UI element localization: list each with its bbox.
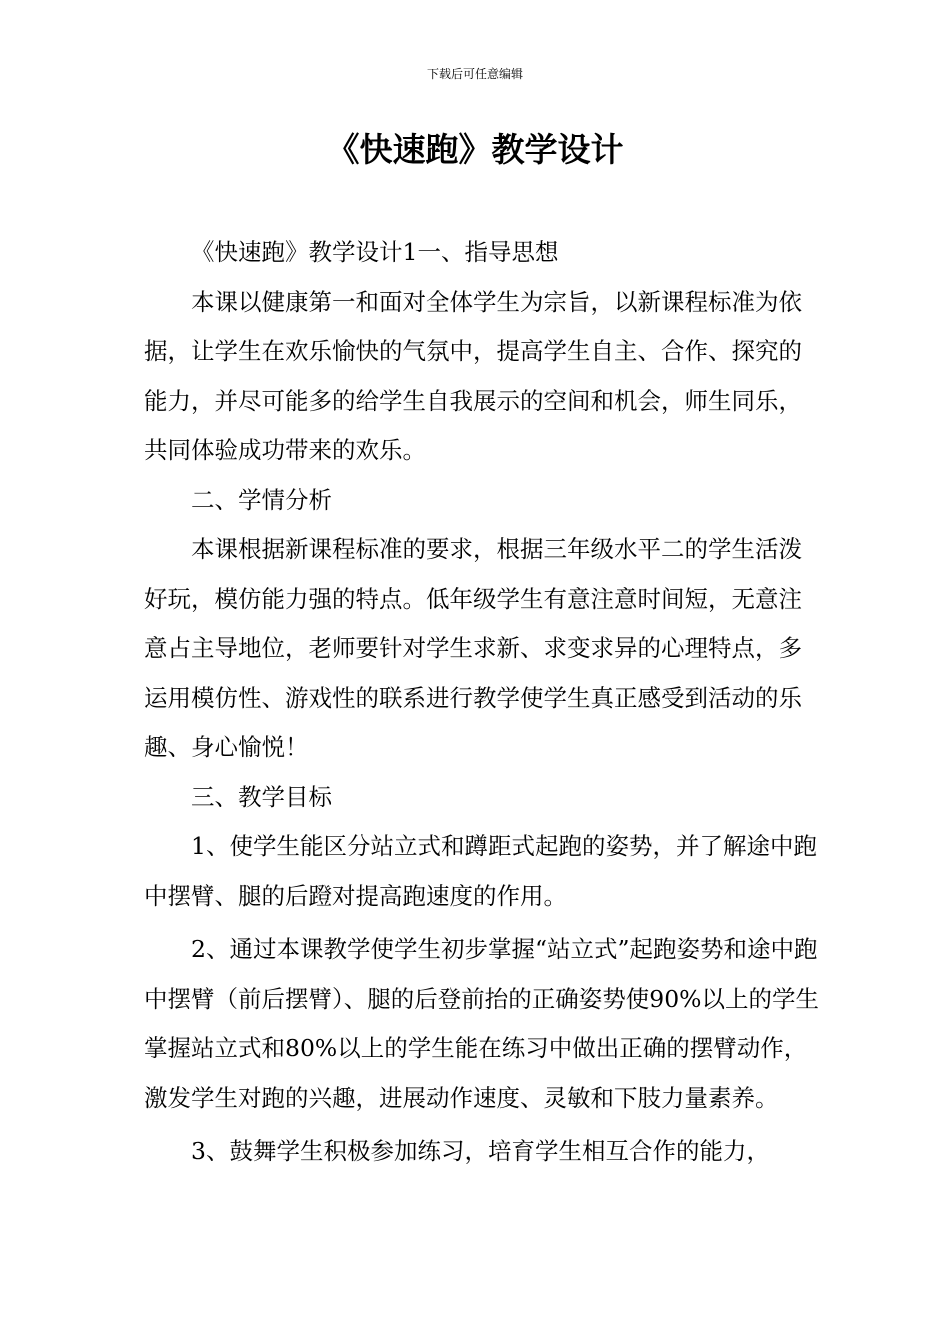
- document-title: 《快速跑》教学设计: [326, 130, 624, 169]
- paragraph-analysis-heading: 二、学情分析: [191, 485, 332, 514]
- paragraph-goal-3: 3、鼓舞学生积极参加练习，培育学生相互合作的能力，: [191, 1137, 770, 1165]
- paragraph-goals-heading: 三、教学目标: [191, 782, 332, 811]
- paragraph-guiding-thought: 本课以健康第一和面对全体学生为宗旨，以新课程标准为依据，让学生在欢乐愉快的气氛中，提高学生自主、合作、探究的能力，并尽可能多的给学生自我展示的空间和机会，师生同乐，共同体验成功带来的欢乐。: [144, 287, 802, 464]
- page-header: 下载后可任意编辑: [426, 67, 523, 81]
- paragraph-analysis: 本课根据新课程标准的要求，根据三年级水平二的学生活泼好玩，模仿能力强的特点。低年级学生有意注意时间短，无意注意占主导地位，老师要针对学生求新、求变求异的心理特点，多运用模仿性、游戏性的联系进行教学使学生真正感受到活动的乐趣、身心愉悦！: [144, 535, 802, 761]
- paragraph-goal-1: 1、使学生能区分站立式和蹲距式起跑的姿势，并了解途中跑中摆臂、腿的后蹬对提高跑速度的作用。: [144, 832, 817, 910]
- document-body: [144, 228, 822, 1177]
- paragraph-goal-2: 2、通过本课教学使学生初步掌握“站立式”起跑姿势和途中跑中摆臂（前后摆臂）、腿的后登前抬的正确姿势使90%以上的学生掌握站立式和80%以上的学生能在练习中做出正确的摆臂动作，激发学生对跑的兴趣，进展动作速度、灵敏和下肢力量素养。: [144, 935, 819, 1112]
- paragraph-guiding-thought-heading: 《快速跑》教学设计1一、指导思想: [191, 238, 559, 266]
